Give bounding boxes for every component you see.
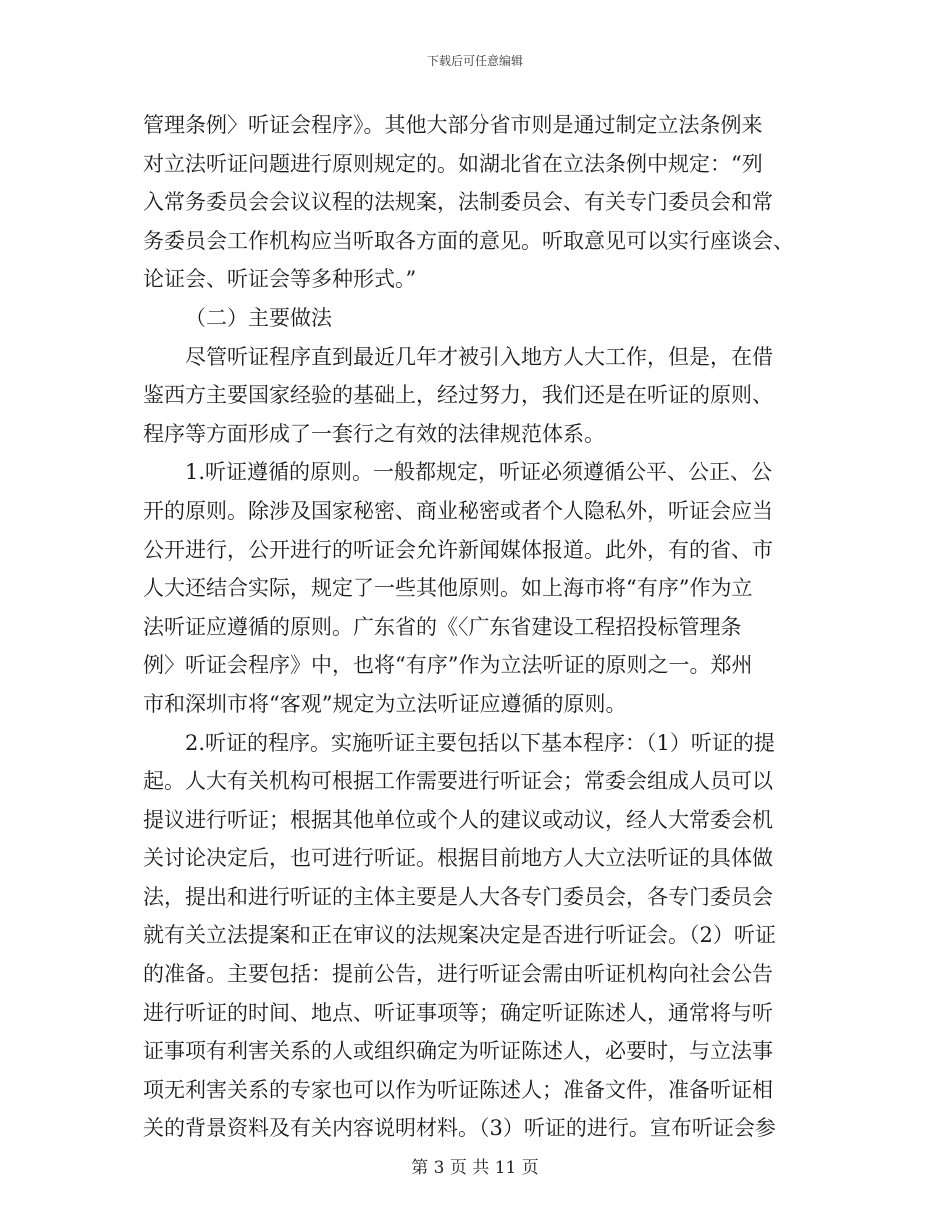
- text-line: 人大还结合实际，规定了一些其他原则。如上海市将“有序”作为立: [143, 576, 753, 601]
- text-line: 程序等方面形成了一套行之有效的法律规范体系。: [143, 421, 605, 446]
- page-footer: 第 3 页 共 11 页: [411, 1158, 539, 1178]
- page-header: 下载后可任意编辑: [426, 54, 523, 68]
- text-line: 项无利害关系的专家也可以作为听证陈述人；准备文件，准备听证相: [143, 1077, 773, 1102]
- text-line: 2.听证的程序。实施听证主要包括以下基本程序：（1）听证的提: [185, 730, 775, 755]
- text-line: 就有关立法提案和正在审议的法规案决定是否进行听证会。（2）听证: [143, 923, 776, 948]
- text-line: 起。人大有关机构可根据工作需要进行听证会；常委会组成人员可以: [143, 769, 773, 794]
- text-line: 证事项有利害关系的人或组织确定为听证陈述人，必要时，与立法事: [143, 1039, 773, 1064]
- text-line: 进行听证的时间、地点、听证事项等；确定听证陈述人，通常将与听: [143, 1000, 773, 1025]
- text-line: 例〉听证会程序》中，也将“有序”作为立法听证的原则之一。郑州: [143, 653, 753, 678]
- document-body: [143, 106, 807, 1148]
- text-line: 关的背景资料及有关内容说明材料。（3）听证的进行。宣布听证会参: [143, 1116, 776, 1141]
- text-line: 尽管听证程序直到最近几年才被引入地方人大工作，但是，在借: [185, 344, 773, 369]
- text-line: 务委员会工作机构应当听取各方面的意见。听取意见可以实行座谈会、: [143, 228, 794, 253]
- text-line: 入常务委员会会议议程的法规案，法制委员会、有关专门委员会和常: [143, 190, 773, 215]
- text-line: 市和深圳市将“客观”规定为立法听证应遵循的原则。: [143, 691, 627, 716]
- text-line: 的准备。主要包括：提前公告，进行听证会需由听证机构向社会公告: [143, 962, 773, 987]
- text-line: 法，提出和进行听证的主体主要是人大各专门委员会，各专门委员会: [143, 884, 773, 909]
- text-line: 提议进行听证；根据其他单位或个人的建议或动议，经人大常委会机: [143, 807, 773, 832]
- text-line: 对立法听证问题进行原则规定的。如湖北省在立法条例中规定：“列: [143, 151, 763, 176]
- text-line: 1.听证遵循的原则。一般都规定，听证必须遵循公平、公正、公: [185, 460, 773, 485]
- text-line: 开的原则。除涉及国家秘密、商业秘密或者个人隐私外，听证会应当: [143, 498, 773, 523]
- text-line: 管理条例〉听证会程序》。其他大部分省市则是通过制定立法条例来: [143, 113, 763, 137]
- section-heading: （二）主要做法: [185, 305, 332, 330]
- text-line: 法听证应遵循的原则。广东省的《〈广东省建设工程招投标管理条: [143, 614, 742, 639]
- text-line: 公开进行，公开进行的听证会允许新闻媒体报道。此外，有的省、市: [143, 537, 773, 562]
- text-line: 关讨论决定后，也可进行听证。根据目前地方人大立法听证的具体做: [143, 846, 773, 871]
- text-line: 鉴西方主要国家经验的基础上，经过努力，我们还是在听证的原则、: [143, 383, 773, 408]
- text-line: 论证会、听证会等多种形式。”: [143, 267, 417, 292]
